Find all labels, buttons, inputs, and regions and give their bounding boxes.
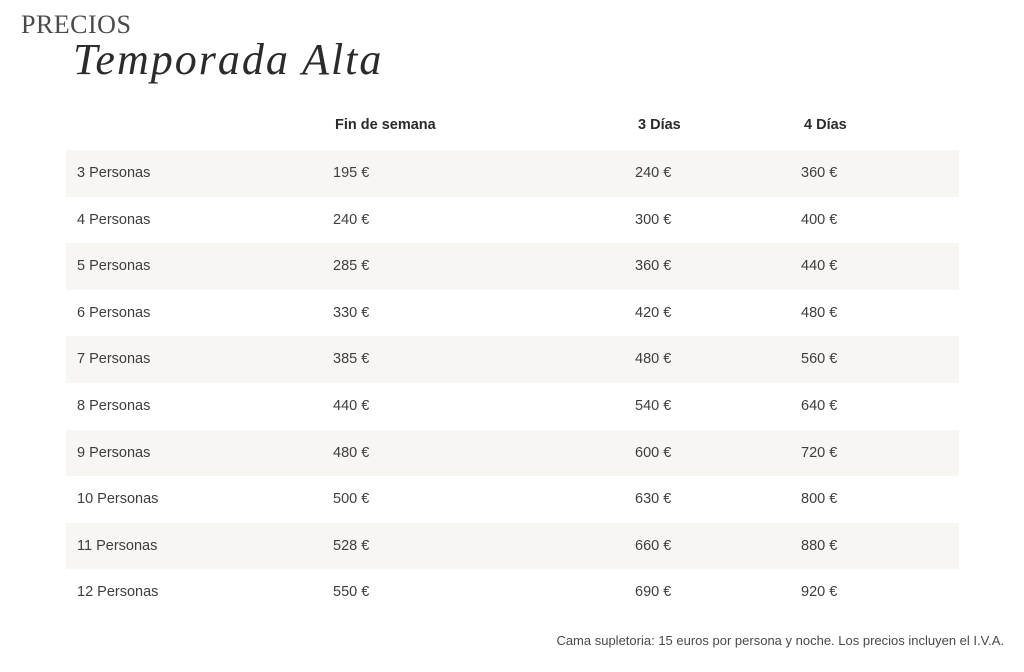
- price-3-days: 420 €: [635, 304, 672, 321]
- price-3-days: 360 €: [635, 258, 672, 275]
- row-label-persons: 3 Personas: [77, 165, 151, 181]
- row-label-persons: 6 Personas: [77, 304, 151, 321]
- price-4-days: 560 €: [801, 351, 838, 368]
- price-3-days: 660 €: [635, 537, 672, 554]
- table-row: [66, 243, 959, 290]
- row-label-persons: 8 Personas: [77, 397, 151, 414]
- table-body: [66, 150, 959, 616]
- price-3-days: 630 €: [635, 491, 672, 508]
- column-header-weekend: Fin de semana: [335, 117, 436, 133]
- price-weekend: 480 €: [333, 444, 370, 461]
- price-weekend: 330 €: [333, 304, 370, 321]
- table-row: [66, 383, 959, 430]
- price-4-days: 360 €: [801, 165, 838, 181]
- price-4-days: 640 €: [801, 397, 838, 414]
- table-row: [66, 336, 959, 383]
- price-weekend: 440 €: [333, 397, 370, 414]
- table-row: [66, 150, 959, 197]
- price-4-days: 480 €: [801, 304, 838, 321]
- row-label-persons: 4 Personas: [77, 211, 151, 228]
- price-weekend: 528 €: [333, 537, 370, 554]
- price-4-days: 440 €: [801, 258, 838, 275]
- price-weekend: 385 €: [333, 351, 370, 368]
- table-row: [66, 569, 959, 616]
- row-label-persons: 7 Personas: [77, 351, 151, 368]
- price-weekend: 240 €: [333, 211, 370, 228]
- price-4-days: 920 €: [801, 584, 838, 601]
- price-4-days: 720 €: [801, 444, 838, 461]
- row-label-persons: 10 Personas: [77, 491, 159, 508]
- row-label-persons: 12 Personas: [77, 584, 159, 601]
- table-row: [66, 476, 959, 523]
- price-3-days: 600 €: [635, 444, 672, 461]
- price-3-days: 240 €: [635, 165, 672, 181]
- price-3-days: 690 €: [635, 584, 672, 601]
- footer-note: Cama supletoria: 15 euros por persona y noche. Los precios incluyen el I.V.A.: [556, 633, 1004, 648]
- table-header-row: [66, 103, 959, 147]
- price-4-days: 880 €: [801, 537, 838, 554]
- table-row: [66, 290, 959, 337]
- price-3-days: 300 €: [635, 211, 672, 228]
- page-title: Temporada Alta: [73, 35, 384, 84]
- column-header-4-days: 4 Días: [804, 117, 847, 133]
- price-table: [66, 103, 959, 601]
- price-3-days: 540 €: [635, 397, 672, 414]
- table-row: [66, 523, 959, 570]
- price-3-days: 480 €: [635, 351, 672, 368]
- row-label-persons: 9 Personas: [77, 444, 151, 461]
- row-label-persons: 11 Personas: [77, 537, 158, 554]
- column-header-3-days: 3 Días: [638, 117, 681, 133]
- page-kicker: PRECIOS: [21, 10, 132, 39]
- table-row: [66, 197, 959, 244]
- price-weekend: 500 €: [333, 491, 370, 508]
- price-4-days: 400 €: [801, 211, 838, 228]
- price-weekend: 195 €: [333, 165, 370, 181]
- price-4-days: 800 €: [801, 491, 838, 508]
- price-weekend: 550 €: [333, 584, 370, 601]
- table-row: [66, 430, 959, 477]
- price-weekend: 285 €: [333, 258, 370, 275]
- row-label-persons: 5 Personas: [77, 258, 151, 275]
